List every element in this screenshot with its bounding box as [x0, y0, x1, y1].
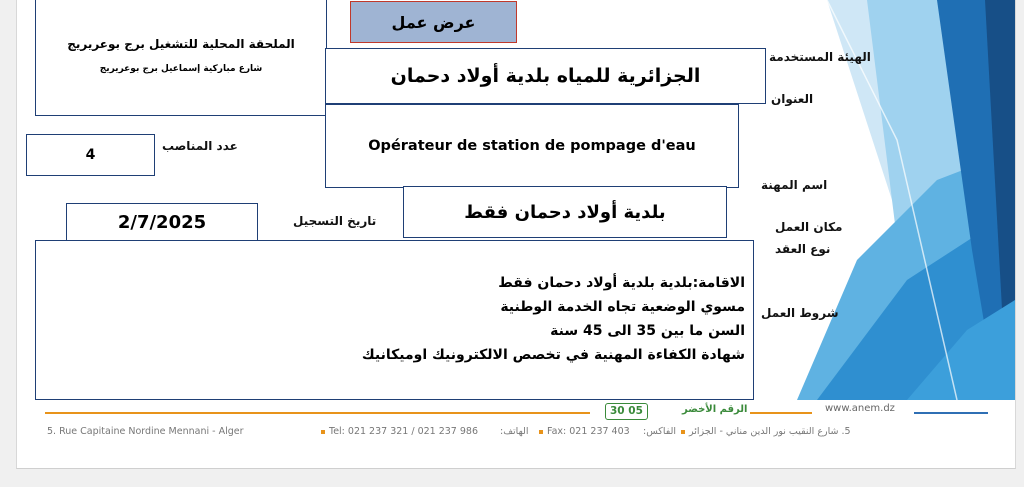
- footer-dot: [681, 430, 685, 434]
- workplace-value: بلدية أولاد دحمان فقط: [403, 186, 727, 238]
- conditions-label: شروط العمل: [761, 306, 839, 320]
- positions-label: عدد المناصب: [162, 139, 238, 153]
- profession-value: Opérateur de station de pompage d'eau: [325, 104, 739, 188]
- condition-line: الاقامة:بلدية بلدية أولاد دحمان فقط: [498, 275, 745, 291]
- condition-line: مسوي الوضعية تجاه الخدمة الوطنية: [500, 299, 745, 315]
- registration-label: تاريخ التسجيل: [293, 214, 377, 228]
- conditions-box: [35, 240, 754, 400]
- agency-name: الملحقة المحلية للتشغيل برج بوعريريج: [67, 37, 295, 51]
- tel: Tel: 021 237 321 / 021 237 986: [329, 426, 479, 437]
- footer: [17, 400, 1015, 468]
- registration-value: 2/7/2025: [66, 203, 258, 241]
- fax-ar: الفاكس:: [643, 426, 677, 437]
- agency-address: شارع مباركية إسماعيل برج بوعريريج: [99, 64, 263, 74]
- address-ar: 5. شارع النقيب نور الدين مناني - الجزائر: [689, 426, 851, 437]
- job-offer-page: [16, 0, 1016, 469]
- footer-blue-line: [914, 412, 988, 414]
- fax: Fax: 021 237 403: [547, 426, 630, 437]
- footer-orange-line: [45, 412, 590, 414]
- footer-dot: [321, 430, 325, 434]
- footer-orange-line-right: [750, 412, 812, 414]
- footer-dot: [539, 430, 543, 434]
- phone-ar: الهاتف:: [500, 426, 529, 437]
- page-title: عرض عمل: [350, 1, 517, 43]
- condition-line: شهادة الكفاءة المهنية في تخصص الالكترونيك اوميكانيك: [361, 347, 745, 363]
- workplace-label: مكان العمل: [775, 220, 843, 234]
- employer-value: الجزائرية للمياه بلدية أولاد دحمان: [325, 48, 766, 104]
- website: www.anem.dz: [825, 403, 895, 414]
- employer-label: الهيئة المستخدمة: [769, 50, 871, 64]
- profession-label: اسم المهنة: [761, 178, 828, 192]
- positions-value: 4: [26, 134, 155, 176]
- conditions-list: [362, 271, 745, 367]
- agency-box: [35, 0, 327, 116]
- green-number: 30 05: [610, 405, 643, 417]
- address-label: العنوان: [771, 92, 814, 106]
- address-fr: 5. Rue Capitaine Nordine Mennani - Alger: [47, 426, 244, 437]
- contract-label: نوع العقد: [775, 242, 831, 256]
- green-number-label: الرقم الأخضر: [682, 404, 748, 415]
- condition-line: السن ما بين 35 الى 45 سنة: [550, 323, 745, 339]
- green-number-badge: [605, 403, 648, 420]
